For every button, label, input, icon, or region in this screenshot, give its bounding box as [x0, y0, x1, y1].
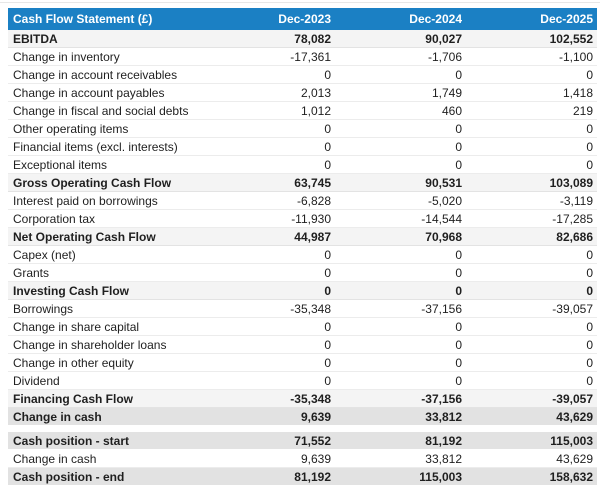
row-value: 1,418	[562, 85, 593, 100]
table-row	[8, 264, 597, 282]
table-row	[8, 30, 597, 48]
row-label: Investing Cash Flow	[13, 283, 130, 298]
row-label: Net Operating Cash Flow	[13, 229, 156, 244]
row-value: 43,629	[556, 451, 593, 466]
row-value: 0	[586, 373, 593, 388]
table-row	[8, 66, 597, 84]
table-row	[8, 48, 597, 66]
row-value: 33,812	[425, 451, 462, 466]
row-label: Borrowings	[13, 301, 74, 316]
row-value: 158,632	[549, 469, 593, 484]
table-row	[8, 390, 597, 408]
table-row	[8, 468, 597, 486]
row-value: 9,639	[300, 409, 331, 424]
row-value: 90,531	[425, 175, 462, 190]
row-value: -1,706	[427, 49, 462, 64]
row-value: 0	[455, 283, 462, 298]
table-row	[8, 354, 597, 372]
row-label: Change in fiscal and social debts	[13, 103, 189, 118]
table-row	[8, 102, 597, 120]
row-value: 0	[455, 121, 462, 136]
row-label: Change in cash	[13, 451, 97, 466]
row-value: 0	[455, 355, 462, 370]
table-row	[8, 246, 597, 264]
row-value: -14,544	[421, 211, 462, 226]
table-row	[8, 84, 597, 102]
row-label: Capex (net)	[13, 247, 76, 262]
row-value: 103,089	[549, 175, 593, 190]
row-value: 0	[586, 283, 593, 298]
row-value: 0	[455, 337, 462, 352]
row-value: 78,082	[294, 31, 331, 46]
row-label: Gross Operating Cash Flow	[13, 175, 172, 190]
table-row	[8, 300, 597, 318]
table-title: Cash Flow Statement (£)	[13, 12, 153, 26]
row-value: 0	[455, 67, 462, 82]
row-label: Corporation tax	[13, 211, 96, 226]
row-label: Change in account payables	[13, 85, 165, 100]
row-value: 0	[586, 67, 593, 82]
table-row	[8, 156, 597, 174]
row-value: 9,639	[300, 451, 331, 466]
row-value: 115,003	[550, 433, 593, 448]
table-row	[8, 372, 597, 390]
row-value: 0	[586, 355, 593, 370]
row-value: -17,361	[290, 49, 331, 64]
row-value: 219	[572, 103, 593, 118]
row-value: 82,686	[556, 229, 593, 244]
row-value: 0	[324, 121, 331, 136]
table-row	[8, 120, 597, 138]
table-row	[8, 432, 597, 450]
row-label: Cash position - end	[13, 469, 125, 484]
row-value: 81,192	[425, 433, 462, 448]
row-label: Other operating items	[13, 121, 129, 136]
row-value: -3,119	[559, 193, 593, 208]
row-value: 71,552	[294, 433, 331, 448]
row-value: 0	[324, 319, 331, 334]
row-value: 0	[455, 373, 462, 388]
row-value: 115,003	[419, 469, 462, 484]
row-label: Exceptional items	[13, 157, 108, 172]
row-value: 0	[455, 319, 462, 334]
row-value: 0	[455, 265, 462, 280]
row-value: 0	[455, 247, 462, 262]
row-value: 0	[324, 355, 331, 370]
row-value: 0	[324, 157, 331, 172]
column-header-year-2: Dec-2024	[409, 12, 462, 26]
row-value: 0	[324, 247, 331, 262]
table-body	[8, 30, 597, 486]
table-row	[8, 336, 597, 354]
row-value: 44,987	[294, 229, 331, 244]
table-row	[8, 210, 597, 228]
row-value: -6,828	[296, 193, 331, 208]
row-value: 0	[324, 337, 331, 352]
row-value: -1,100	[558, 49, 593, 64]
table-header-row	[8, 8, 597, 30]
row-value: -17,285	[552, 211, 593, 226]
row-value: 2,013	[300, 85, 331, 100]
row-value: 1,012	[300, 103, 331, 118]
top-divider	[0, 2, 600, 3]
row-value: -35,348	[290, 391, 331, 406]
row-label: Grants	[13, 265, 50, 280]
row-value: 81,192	[294, 469, 331, 484]
row-value: 460	[441, 103, 462, 118]
row-value: 0	[586, 247, 593, 262]
table-row	[8, 138, 597, 156]
row-value: -39,057	[552, 301, 593, 316]
table-row	[8, 228, 597, 246]
row-label: Change in other equity	[13, 355, 134, 370]
row-value: -39,057	[552, 391, 593, 406]
row-value: 0	[324, 265, 331, 280]
row-value: 0	[586, 319, 593, 334]
row-value: 0	[324, 139, 331, 154]
row-label: Change in share capital	[13, 319, 140, 334]
row-value: 33,812	[425, 409, 462, 424]
row-value: 0	[586, 265, 593, 280]
row-value: -5,020	[427, 193, 462, 208]
row-value: 0	[324, 373, 331, 388]
row-label: EBITDA	[13, 31, 58, 46]
table-row	[8, 318, 597, 336]
row-value: 0	[586, 121, 593, 136]
row-label: Change in account receivables	[13, 67, 178, 82]
row-label: Cash position - start	[13, 433, 130, 448]
row-label: Interest paid on borrowings	[13, 193, 158, 208]
cash-flow-statement-table	[8, 8, 597, 486]
table-row	[8, 282, 597, 300]
row-value: -37,156	[421, 301, 462, 316]
row-label: Change in inventory	[13, 49, 120, 64]
row-value: 0	[324, 283, 331, 298]
row-value: -35,348	[290, 301, 331, 316]
row-value: -37,156	[421, 391, 462, 406]
column-header-year-1: Dec-2023	[278, 12, 331, 26]
row-label: Financial items (excl. interests)	[13, 139, 178, 154]
row-value: 102,552	[549, 31, 593, 46]
row-value: -11,930	[291, 211, 331, 226]
column-header-year-3: Dec-2025	[540, 12, 593, 26]
row-label: Change in cash	[13, 409, 102, 424]
row-value: 0	[455, 157, 462, 172]
row-value: 1,749	[431, 85, 462, 100]
row-value: 0	[586, 139, 593, 154]
row-label: Change in shareholder loans	[13, 337, 167, 352]
row-value: 90,027	[425, 31, 462, 46]
row-value: 0	[324, 67, 331, 82]
table-row	[8, 192, 597, 210]
row-label: Dividend	[13, 373, 60, 388]
table-row	[8, 174, 597, 192]
row-value: 43,629	[556, 409, 593, 424]
table-row	[8, 450, 597, 468]
row-value: 0	[586, 337, 593, 352]
row-value: 70,968	[425, 229, 462, 244]
row-value: 0	[586, 157, 593, 172]
row-value: 63,745	[294, 175, 331, 190]
row-label: Financing Cash Flow	[13, 391, 134, 406]
table-row	[8, 408, 597, 426]
row-value: 0	[455, 139, 462, 154]
